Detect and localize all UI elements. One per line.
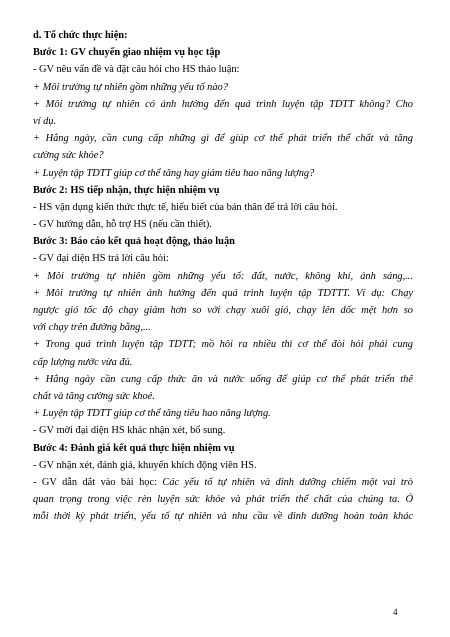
- text-line: + Luyện tập TDTT giúp cơ thể tăng hay giảm tiêu hao năng lượng?: [33, 167, 315, 179]
- text-line: + Luyện tập TDTT giúp cơ thể tăng tiêu hao năng lượng.: [33, 408, 271, 420]
- page-number: 4: [393, 607, 398, 617]
- text-line: + Môi trường tự nhiên ảnh hướng đến quá trình luyện tập TDTTT. Ví dụ: Chạy: [33, 287, 413, 299]
- text-line: + Môi trường tự nhiên gồm những yếu tố: đất, nước, không khí, ánh sáng,...: [33, 270, 413, 282]
- text-line: - GV nhận xét, đánh giá, khuyến khích động viên HS.: [33, 459, 257, 471]
- text-line: cường sức khỏe?: [33, 150, 104, 162]
- text-line: + Môi trường tự nhiên gồm những yếu tố nào?: [33, 81, 228, 93]
- text-line: với chạy trên đường bằng,...: [33, 322, 151, 334]
- text-line: - GV nêu vấn đề và đặt câu hỏi cho HS thảo luận:: [33, 64, 240, 76]
- text-line: Bước 1: GV chuyển giao nhiệm vụ học tập: [33, 47, 221, 59]
- text-line: - GV đại diện HS trả lời câu hỏi:: [33, 253, 169, 265]
- text-line: + Môi trường tự nhiên có ảnh hưởng đến quá trình luyện tập TDTT không? Cho: [33, 98, 413, 110]
- text-line: quan trọng trong việc rèn luyện sức khỏe và phát triển thể chất của chúng ta. Ở: [33, 494, 413, 506]
- page-content: [33, 27, 413, 525]
- text-line: chất và tăng cường sức khoẻ.: [33, 390, 155, 402]
- text-line: + Trong quá trình luyện tập TDTT; mồ hôi ra nhiều thì cơ thể đòi hỏi phải cung: [33, 339, 413, 351]
- text-line: ví dụ.: [33, 115, 57, 127]
- text-line: d. Tổ chức thực hiện:: [33, 30, 128, 41]
- text-line: - HS vận dụng kiến thức thực tế, hiểu biết của bản thân để trả lời câu hỏi.: [33, 201, 338, 213]
- text-line: [33, 474, 413, 491]
- text-line: Bước 4: Đánh giá kết quả thực hiện nhiệm vụ: [33, 442, 235, 454]
- text-line: - GV hướng dẫn, hỗ trợ HS (nếu cần thiết).: [33, 219, 212, 231]
- text-line: Bước 3: Báo cáo kết quả hoạt động, thảo luận: [33, 236, 235, 248]
- text-line: + Hằng ngày, cần cung cấp những gì để giúp cơ thể phát triển thể chất và tăng: [33, 133, 413, 145]
- line-italic-rest: Các yếu tố tự nhiên và dinh dưỡng chiếm một vai trò: [162, 476, 413, 488]
- text-line: mỗi thời kỳ phát triển, yếu tố tự nhiên và nhu cầu về dinh dưỡng hoàn toàn khác: [33, 511, 413, 523]
- text-line: Bước 2: HS tiếp nhận, thực hiện nhiệm vụ: [33, 184, 220, 196]
- line-prefix: - GV dẫn dắt vào bài học:: [33, 476, 163, 488]
- text-line: cấp lượng nước vừa đủ.: [33, 356, 133, 368]
- text-line: - GV mời đại diện HS khác nhận xét, bổ sung.: [33, 425, 226, 437]
- text-line: + Hằng ngày cần cung cấp thức ăn và nước uống để giúp cơ thể phát triển thể: [33, 373, 413, 385]
- text-line: ngược gió tốc độ chạy giảm hơn so với chạy xuôi gió, chạy lên dốc mệt hơn so: [33, 305, 413, 316]
